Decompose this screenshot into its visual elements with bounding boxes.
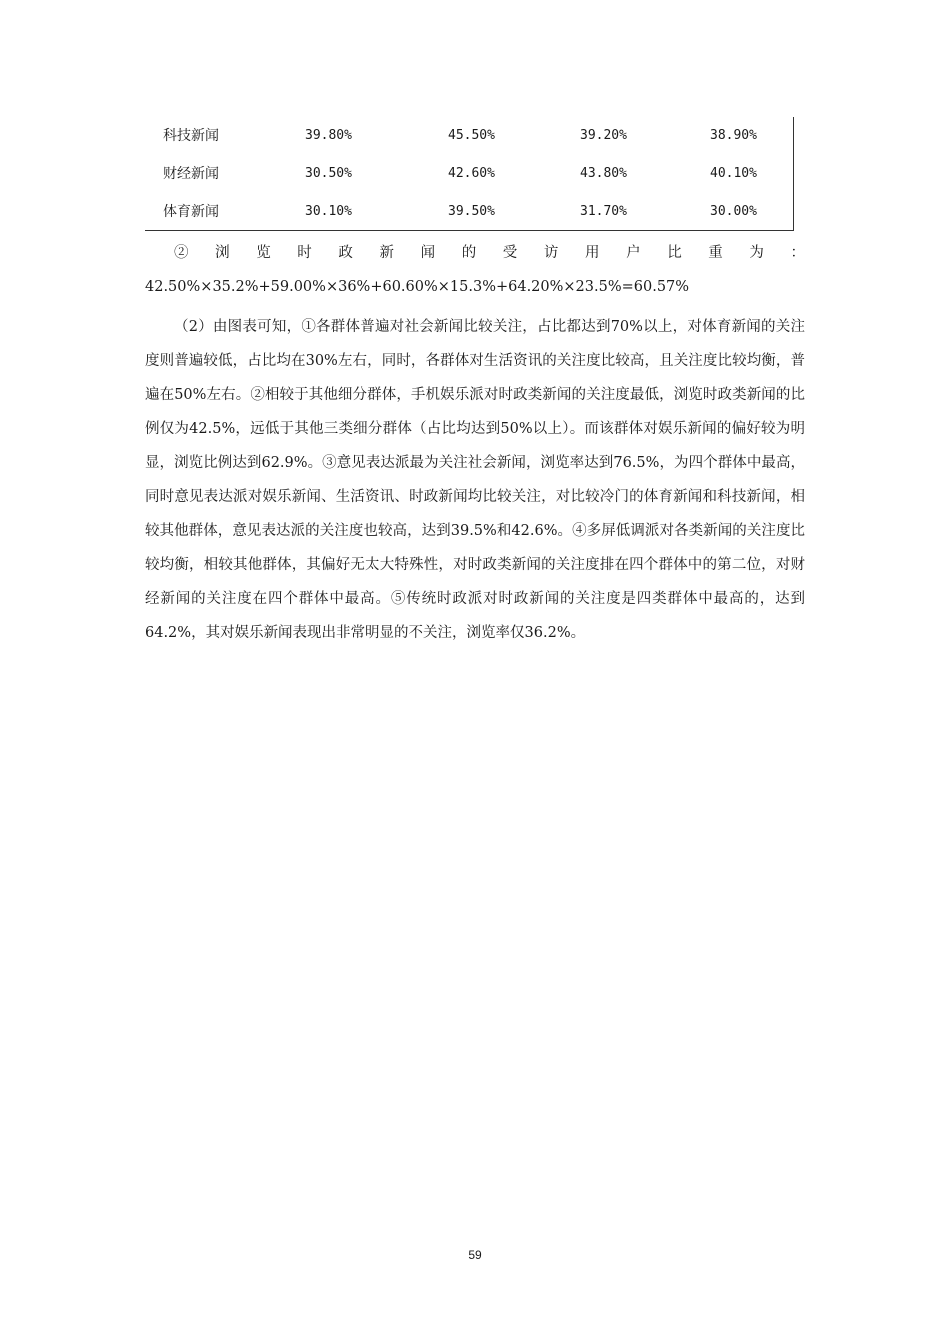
cell-value: 30.50% xyxy=(305,166,352,181)
cell-value: 39.50% xyxy=(448,204,495,219)
cell-value: 42.60% xyxy=(448,166,495,181)
analysis-paragraph: （2）由图表可知，①各群体普遍对社会新闻比较关注，占比都达到70%以上，对体育新闻的关注度则普遍较低，占比均在30%左右，同时，各群体对生活资讯的关注度比较高，且关注度比较均衡，普遍在50%左右。②相较于其他细分群体，手机娱乐派对时政类新闻的关注度最低，浏览时政类新闻的比例仅为42.5%，远低于其他三类细分群体（占比均达到50%以上）。而该群体对娱乐新闻的偏好较为明显，浏览比例达到62.9%。③意见表达派最为关注社会新闻，浏览率达到76.5%，为四个群体中最高，同时意见表达派对娱乐新闻、生活资讯、时政新闻均比较关注，对比较冷门的体育新闻和科技新闻，相较其他群体，意见表达派的关注度也较高，达到39.5%和42.6%。④多屏低调派对各类新闻的关注度比较均衡，相较其他群体，其偏好无太大特殊性，对时政类新闻的关注度排在四个群体中的第二位，对财经新闻的关注度在四个群体中最高。⑤传统时政派对时政新闻的关注度是四类群体中最高的，达到64.2%，其对娱乐新闻表现出非常明显的不关注，浏览率仅36.2%。 xyxy=(145,319,805,641)
table-row xyxy=(145,155,793,193)
cell-value: 31.70% xyxy=(580,204,627,219)
news-preference-table xyxy=(145,117,794,231)
cell-value: 43.80% xyxy=(580,166,627,181)
row-label: 财经新闻 xyxy=(163,166,219,182)
table-row xyxy=(145,193,793,231)
table-row xyxy=(145,117,793,155)
row-label: 科技新闻 xyxy=(163,128,219,144)
cell-value: 39.20% xyxy=(580,128,627,143)
row-label: 体育新闻 xyxy=(163,204,219,220)
cell-value: 38.90% xyxy=(710,128,757,143)
cell-value: 30.10% xyxy=(305,204,352,219)
cell-value: 40.10% xyxy=(710,166,757,181)
cell-value: 45.50% xyxy=(448,128,495,143)
page-number: 59 xyxy=(468,1248,482,1262)
cell-value: 39.80% xyxy=(305,128,352,143)
formula-paragraph: ②浏览时政新闻的受访用户比重为：42.50%×35.2%+59.00%×36%+60.60%×15.3%+64.20%×23.5%=60.57% xyxy=(145,245,805,295)
cell-value: 30.00% xyxy=(710,204,757,219)
